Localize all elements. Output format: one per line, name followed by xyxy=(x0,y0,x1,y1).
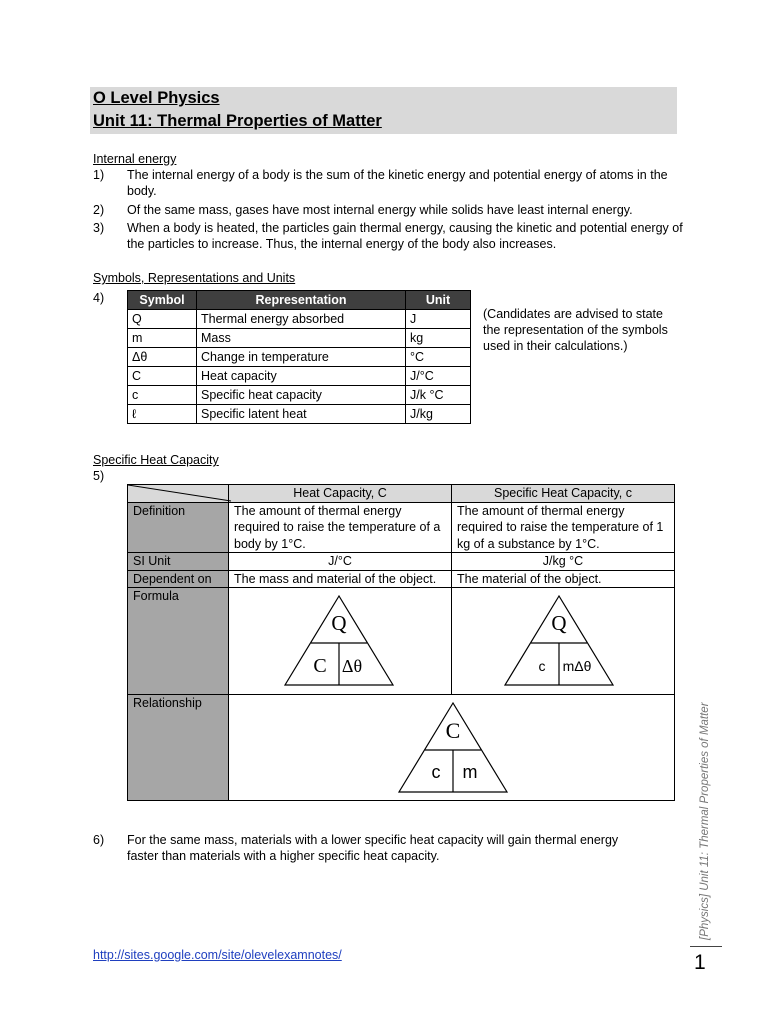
representation-cell: Mass xyxy=(197,329,406,348)
unit-cell: °C xyxy=(406,348,471,367)
table-row xyxy=(128,502,675,553)
col-header-representation: Representation xyxy=(197,291,406,310)
table-row xyxy=(128,588,675,695)
symbol-cell: C xyxy=(128,367,197,386)
item-number: 6) xyxy=(93,833,105,847)
symbols-heading: Symbols, Representations and Units xyxy=(93,271,296,285)
row-header-formula: Formula xyxy=(128,588,229,695)
item-text: Of the same mass, gases have most internal energy while solids have least internal energy. xyxy=(127,203,633,217)
list-item xyxy=(93,220,683,252)
side-divider xyxy=(690,946,722,947)
unit-cell: J xyxy=(406,310,471,329)
row-header-dependent-on: Dependent on xyxy=(128,570,229,588)
definition-heat-cell: The amount of thermal energy required to raise the temperature of a body by 1°C. xyxy=(229,502,452,553)
definition-specific-cell: The amount of thermal energy required to raise the temperature of 1 kg of a substance by 1°C. xyxy=(452,502,675,553)
item-text: When a body is heated, the particles gain thermal energy, causing the kinetic and potential energy of the particles to increase. Thus, the internal energy of the body also increases. xyxy=(127,221,683,251)
formula-specific-cell xyxy=(452,588,675,695)
title-banner xyxy=(90,87,677,134)
formula-triangle-specific xyxy=(452,588,674,694)
course-title: O Level Physics xyxy=(93,89,220,107)
item-number: 5) xyxy=(93,469,105,483)
triangle-left-label: c xyxy=(538,658,546,674)
row-header-si-unit: SI Unit xyxy=(128,553,229,571)
triangle-left-label: c xyxy=(431,762,441,782)
si-heat-cell: J/°C xyxy=(229,553,452,571)
formula-triangle-heat xyxy=(229,588,451,694)
relationship-triangle xyxy=(229,695,673,800)
symbol-cell: Q xyxy=(128,310,197,329)
table-row xyxy=(128,329,471,348)
table-row xyxy=(128,570,675,588)
page-number: 1 xyxy=(694,951,706,974)
triangle-left-label: C xyxy=(313,655,327,677)
table-row xyxy=(128,367,471,386)
representation-cell: Specific heat capacity xyxy=(197,386,406,405)
item-number: 4) xyxy=(93,291,105,305)
representation-cell: Heat capacity xyxy=(197,367,406,386)
list-item xyxy=(93,167,683,199)
formula-heat-cell xyxy=(229,588,452,695)
list-item xyxy=(93,202,683,218)
col-header-unit: Unit xyxy=(406,291,471,310)
internal-energy-heading: Internal energy xyxy=(93,152,177,166)
triangle-right-label: m xyxy=(462,762,478,782)
table-header-row xyxy=(128,485,675,503)
corner-cell xyxy=(128,485,229,503)
unit-cell: kg xyxy=(406,329,471,348)
table-row xyxy=(128,348,471,367)
item-number: 2) xyxy=(93,203,105,217)
symbols-table xyxy=(127,290,471,424)
row-header-definition: Definition xyxy=(128,502,229,553)
unit-title: Unit 11: Thermal Properties of Matter xyxy=(93,112,382,130)
shc-heading: Specific Heat Capacity xyxy=(93,453,219,467)
table-row xyxy=(128,405,471,424)
list-item xyxy=(93,832,683,864)
item-text: For the same mass, materials with a lower specific heat capacity will gain thermal energy faster than materials with a higher specific heat capacity. xyxy=(127,833,619,863)
table-header-row xyxy=(128,291,471,310)
dependent-heat-cell: The mass and material of the object. xyxy=(229,570,452,588)
representation-cell: Change in temperature xyxy=(197,348,406,367)
diagonal-divider xyxy=(128,485,232,502)
table-row xyxy=(128,310,471,329)
dependent-specific-cell: The material of the object. xyxy=(452,570,675,588)
triangle-top-label: Q xyxy=(331,611,347,635)
table-row xyxy=(128,695,675,801)
si-specific-cell: J/kg °C xyxy=(452,553,675,571)
table-row xyxy=(128,386,471,405)
symbol-cell: Δθ xyxy=(128,348,197,367)
symbol-cell: c xyxy=(128,386,197,405)
table-row xyxy=(128,553,675,571)
shc-table xyxy=(127,484,675,801)
symbol-cell: ℓ xyxy=(128,405,197,424)
col-header-heat-capacity: Heat Capacity, C xyxy=(229,485,452,503)
item-number: 3) xyxy=(93,221,105,235)
unit-cell: J/k °C xyxy=(406,386,471,405)
triangle-top-label: Q xyxy=(551,611,567,635)
triangle-right-label: Δθ xyxy=(341,656,363,676)
representation-cell: Specific latent heat xyxy=(197,405,406,424)
item-number: 1) xyxy=(93,168,105,182)
unit-cell: J/°C xyxy=(406,367,471,386)
source-link[interactable]: http://sites.google.com/site/olevelexamnotes/ xyxy=(93,948,342,962)
col-header-specific-heat-capacity: Specific Heat Capacity, c xyxy=(452,485,675,503)
col-header-symbol: Symbol xyxy=(128,291,197,310)
side-running-title: [Physics] Unit 11: Thermal Properties of Matter xyxy=(699,702,711,940)
triangle-top-label: C xyxy=(445,718,461,743)
symbol-cell: m xyxy=(128,329,197,348)
row-header-relationship: Relationship xyxy=(128,695,229,801)
candidates-note: (Candidates are advised to state the representation of the symbols used in their calculations.) xyxy=(483,307,668,353)
representation-cell: Thermal energy absorbed xyxy=(197,310,406,329)
triangle-right-label: mΔθ xyxy=(562,658,592,674)
unit-cell: J/kg xyxy=(406,405,471,424)
relationship-cell xyxy=(229,695,675,801)
item-text: The internal energy of a body is the sum of the kinetic energy and potential energy of atoms in the body. xyxy=(127,168,668,198)
